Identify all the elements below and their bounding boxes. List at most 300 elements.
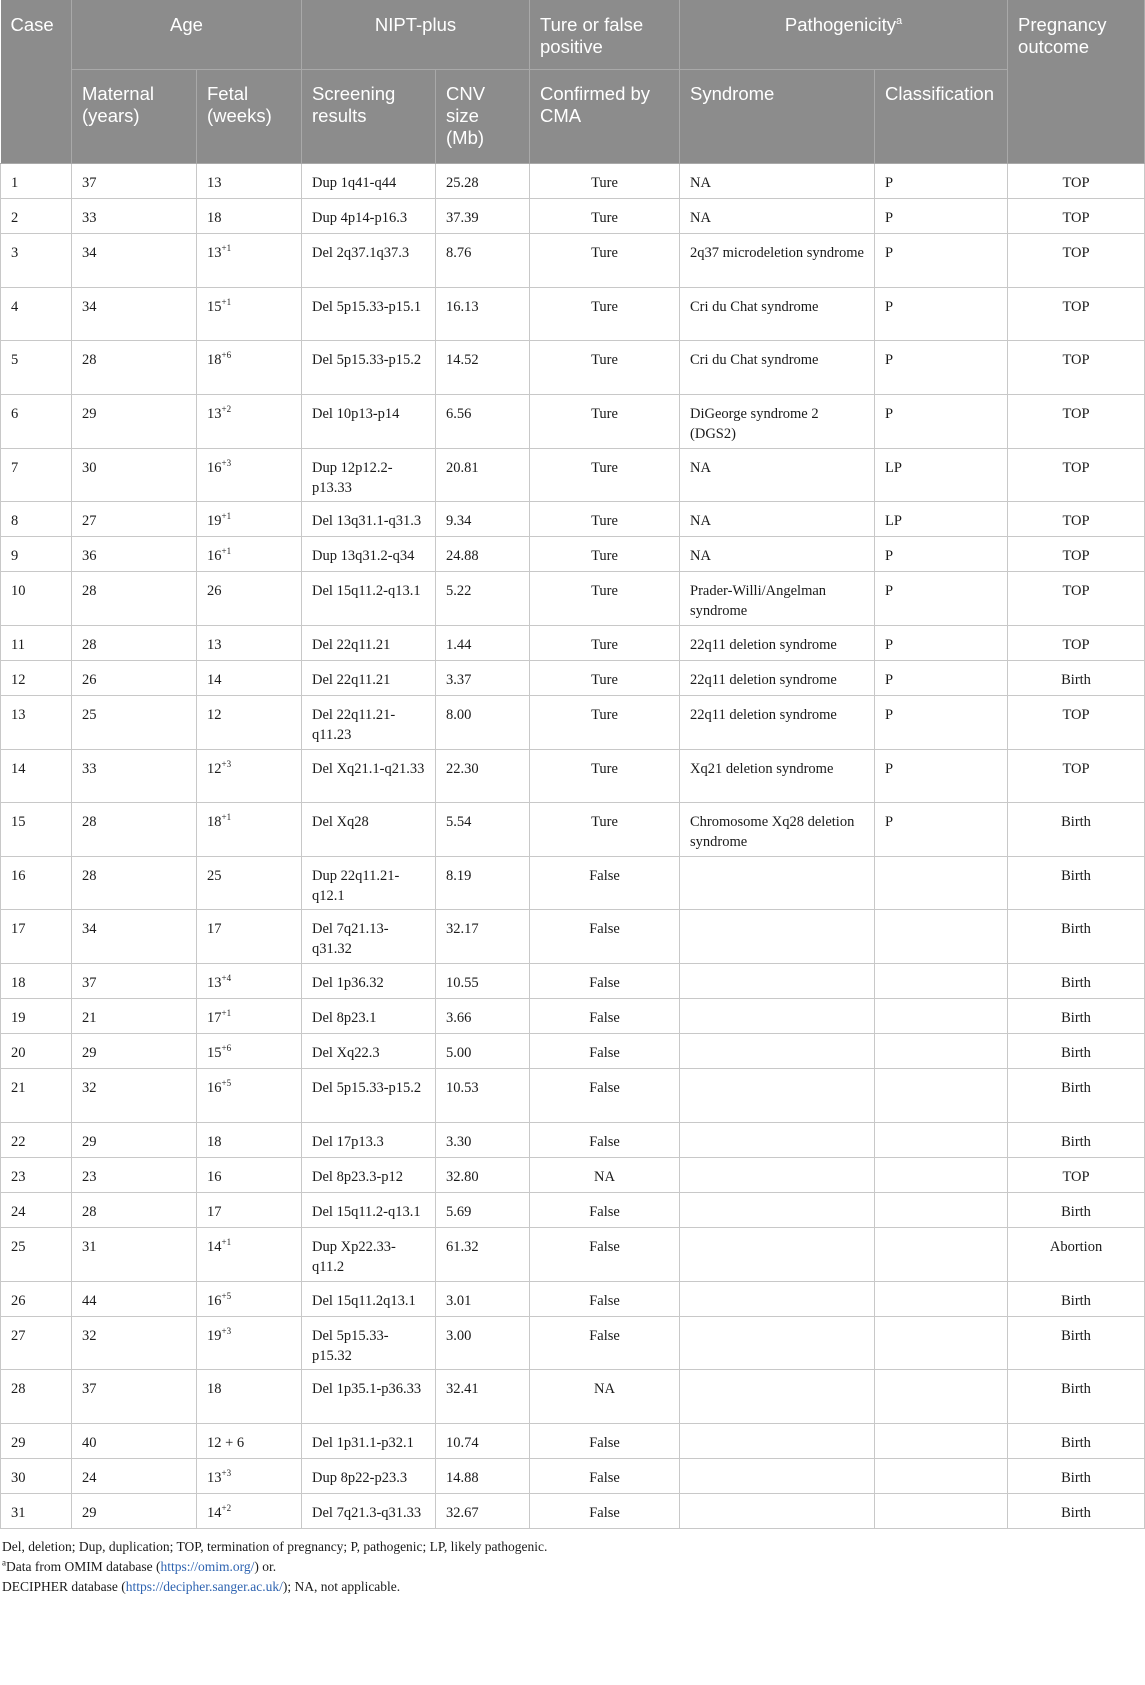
cell-classification xyxy=(875,999,1008,1034)
table-row xyxy=(1,1282,1145,1317)
cell-confirmed-value: False xyxy=(589,1134,620,1150)
table-row xyxy=(1,199,1145,234)
fetal-days-sup: +1 xyxy=(221,243,232,254)
cell-outcome-value: TOP xyxy=(1062,245,1090,261)
cell-screening-value: Dup 8p22-p23.3 xyxy=(312,1470,408,1486)
cell-maternal-value: 23 xyxy=(82,1169,97,1185)
cell-outcome xyxy=(1008,1317,1145,1370)
cell-screening-value: Del 22q11.21-q11.23 xyxy=(312,707,396,743)
cell-fetal xyxy=(197,857,302,910)
cell-cnv xyxy=(436,1228,530,1282)
cell-outcome xyxy=(1008,234,1145,288)
omim-link[interactable]: https://omim.org/ xyxy=(160,1559,255,1574)
cell-cnv-value: 3.30 xyxy=(446,1134,472,1150)
cell-syndrome xyxy=(680,288,875,341)
cell-maternal xyxy=(72,1193,197,1228)
cell-cnv xyxy=(436,234,530,288)
cell-cnv xyxy=(436,1034,530,1069)
cell-classification-value: LP xyxy=(885,513,902,529)
table-row xyxy=(1,1494,1145,1529)
cell-outcome-value: TOP xyxy=(1062,406,1090,422)
cell-screening xyxy=(302,1459,436,1494)
cell-cnv xyxy=(436,750,530,803)
cell-outcome-value: Birth xyxy=(1061,1010,1091,1026)
cell-classification-value: P xyxy=(885,352,894,368)
cell-classification xyxy=(875,1282,1008,1317)
cell-classification xyxy=(875,1424,1008,1459)
table-row xyxy=(1,857,1145,910)
cell-classification-value: P xyxy=(885,548,894,564)
cell-classification xyxy=(875,199,1008,234)
cell-classification xyxy=(875,1459,1008,1494)
table-row xyxy=(1,1370,1145,1424)
cell-confirmed-value: False xyxy=(589,1080,620,1096)
cell-confirmed-value: Ture xyxy=(591,352,618,368)
cell-maternal-value: 28 xyxy=(82,637,97,653)
cell-cnv xyxy=(436,1459,530,1494)
cell-screening xyxy=(302,1193,436,1228)
cell-fetal xyxy=(197,1158,302,1193)
cell-confirmed-value: False xyxy=(589,1435,620,1451)
cell-fetal xyxy=(197,1370,302,1424)
cell-fetal xyxy=(197,234,302,288)
cell-classification xyxy=(875,696,1008,750)
cell-case-value: 25 xyxy=(11,1239,26,1255)
cell-case-value: 10 xyxy=(11,583,26,599)
cell-classification xyxy=(875,1370,1008,1424)
cell-confirmed xyxy=(530,572,680,626)
cell-fetal-value: 14 xyxy=(207,672,222,688)
cell-cnv-value: 10.55 xyxy=(446,975,479,991)
cell-screening xyxy=(302,164,436,199)
cell-cnv-value: 32.67 xyxy=(446,1505,479,1521)
cell-fetal-value: 15 xyxy=(207,299,222,315)
cell-outcome xyxy=(1008,1123,1145,1158)
cell-screening xyxy=(302,910,436,964)
cell-classification xyxy=(875,1034,1008,1069)
cell-screening-value: Del 22q11.21 xyxy=(312,672,391,688)
cell-outcome xyxy=(1008,341,1145,395)
cell-outcome xyxy=(1008,910,1145,964)
cell-case-value: 26 xyxy=(11,1293,26,1309)
cell-outcome xyxy=(1008,288,1145,341)
cell-fetal-value: 18 xyxy=(207,352,222,368)
cell-screening xyxy=(302,1494,436,1529)
cell-fetal xyxy=(197,1193,302,1228)
cell-maternal xyxy=(72,1494,197,1529)
cell-case xyxy=(1,395,72,449)
cell-maternal-value: 29 xyxy=(82,406,97,422)
cell-outcome-value: TOP xyxy=(1062,707,1090,723)
fetal-days-sup: +5 xyxy=(221,1078,232,1089)
cell-case xyxy=(1,803,72,857)
cell-case-value: 19 xyxy=(11,1010,26,1026)
cell-confirmed-value: Ture xyxy=(591,460,618,476)
cell-case xyxy=(1,199,72,234)
cell-confirmed xyxy=(530,537,680,572)
cell-classification xyxy=(875,164,1008,199)
cell-maternal xyxy=(72,234,197,288)
cell-outcome-value: Abortion xyxy=(1049,1239,1103,1255)
header-outcome: Pregnancy outcome xyxy=(1008,0,1145,164)
cell-classification-value: P xyxy=(885,245,894,261)
cell-confirmed-value: Ture xyxy=(591,175,618,191)
cell-case-value: 6 xyxy=(11,406,19,422)
cell-syndrome-value: 22q11 deletion syndrome xyxy=(690,637,837,653)
cell-confirmed-value: Ture xyxy=(591,299,618,315)
cell-case-value: 17 xyxy=(11,921,26,937)
cell-outcome-value: Birth xyxy=(1061,672,1091,688)
cell-maternal-value: 24 xyxy=(82,1470,97,1486)
cell-case xyxy=(1,964,72,999)
cell-syndrome xyxy=(680,1459,875,1494)
cell-classification xyxy=(875,395,1008,449)
cell-maternal-value: 34 xyxy=(82,299,97,315)
cell-fetal xyxy=(197,288,302,341)
cell-confirmed xyxy=(530,1158,680,1193)
cell-confirmed-value: False xyxy=(589,1045,620,1061)
cell-syndrome xyxy=(680,449,875,502)
cell-case xyxy=(1,1370,72,1424)
cell-confirmed-value: False xyxy=(589,1010,620,1026)
cell-maternal-value: 21 xyxy=(82,1010,97,1026)
cell-fetal-value: 17 xyxy=(207,1010,222,1026)
cell-fetal xyxy=(197,1494,302,1529)
cell-maternal-value: 34 xyxy=(82,921,97,937)
table-row xyxy=(1,803,1145,857)
cell-outcome-value: Birth xyxy=(1061,975,1091,991)
cell-screening xyxy=(302,341,436,395)
cell-case xyxy=(1,910,72,964)
cell-screening-value: Del 1p36.32 xyxy=(312,975,384,991)
cell-maternal xyxy=(72,572,197,626)
cell-classification-value: P xyxy=(885,299,894,315)
cell-screening-value: Del 17p13.3 xyxy=(312,1134,384,1150)
cell-cnv xyxy=(436,910,530,964)
cell-syndrome xyxy=(680,234,875,288)
cell-outcome xyxy=(1008,1424,1145,1459)
decipher-link[interactable]: https://decipher.sanger.ac.uk/ xyxy=(125,1579,283,1594)
cell-screening xyxy=(302,696,436,750)
cell-screening-value: Del 5p15.33-p15.2 xyxy=(312,352,422,368)
cell-case-value: 7 xyxy=(11,460,19,476)
cell-cnv xyxy=(436,1069,530,1123)
cell-outcome xyxy=(1008,164,1145,199)
cell-case-value: 8 xyxy=(11,513,19,529)
cell-fetal xyxy=(197,341,302,395)
cell-maternal-value: 28 xyxy=(82,583,97,599)
footnote-abbreviations: Del, deletion; Dup, duplication; TOP, termination of pregnancy; P, pathogenic; LP, likely pathogenic. xyxy=(2,1539,548,1554)
cell-maternal-value: 33 xyxy=(82,761,97,777)
cell-fetal xyxy=(197,696,302,750)
cell-maternal-value: 28 xyxy=(82,868,97,884)
cell-outcome xyxy=(1008,1069,1145,1123)
cell-case xyxy=(1,661,72,696)
cell-case xyxy=(1,1228,72,1282)
cell-classification xyxy=(875,1193,1008,1228)
cell-maternal-value: 44 xyxy=(82,1293,97,1309)
cell-syndrome xyxy=(680,1370,875,1424)
cell-syndrome-value: Xq21 deletion syndrome xyxy=(690,761,834,777)
table-row xyxy=(1,1158,1145,1193)
cell-screening xyxy=(302,857,436,910)
cell-confirmed-value: Ture xyxy=(591,406,618,422)
cell-outcome-value: Birth xyxy=(1061,1080,1091,1096)
cell-case xyxy=(1,1424,72,1459)
table-row xyxy=(1,537,1145,572)
cell-outcome-value: Birth xyxy=(1061,1134,1091,1150)
cell-cnv xyxy=(436,1282,530,1317)
cell-confirmed xyxy=(530,1317,680,1370)
cell-syndrome xyxy=(680,1424,875,1459)
cell-screening xyxy=(302,999,436,1034)
cell-outcome-value: Birth xyxy=(1061,814,1091,830)
cell-case xyxy=(1,696,72,750)
header-pathogenicity-label: Pathogenicity xyxy=(784,14,896,35)
cell-maternal-value: 32 xyxy=(82,1328,97,1344)
cell-maternal xyxy=(72,449,197,502)
cell-case-value: 22 xyxy=(11,1134,26,1150)
cell-classification xyxy=(875,1069,1008,1123)
cell-maternal-value: 28 xyxy=(82,814,97,830)
cell-fetal xyxy=(197,199,302,234)
cell-classification-value: P xyxy=(885,583,894,599)
header-pathogenicity xyxy=(680,0,1008,70)
cell-syndrome xyxy=(680,199,875,234)
cell-fetal-value: 13 xyxy=(207,975,222,991)
cell-screening-value: Dup Xp22.33-q11.2 xyxy=(312,1239,396,1275)
cell-confirmed-value: False xyxy=(589,1293,620,1309)
cell-fetal xyxy=(197,502,302,537)
footnote-a-mark: a xyxy=(2,1557,6,1568)
cell-fetal-value: 16 xyxy=(207,548,222,564)
cell-screening-value: Del 15q11.2q13.1 xyxy=(312,1293,416,1309)
cell-classification xyxy=(875,661,1008,696)
cell-confirmed xyxy=(530,341,680,395)
cell-cnv xyxy=(436,803,530,857)
header-syndrome: Syndrome xyxy=(680,70,875,164)
cell-outcome-value: Birth xyxy=(1061,1381,1091,1397)
table-row xyxy=(1,910,1145,964)
footnote-decipher xyxy=(2,1577,1145,1597)
cell-cnv-value: 32.17 xyxy=(446,921,479,937)
cell-cnv xyxy=(436,164,530,199)
cell-case-value: 29 xyxy=(11,1435,26,1451)
cell-confirmed-value: Ture xyxy=(591,707,618,723)
cell-maternal-value: 30 xyxy=(82,460,97,476)
cell-classification-value: P xyxy=(885,406,894,422)
cell-confirmed xyxy=(530,1424,680,1459)
cell-classification xyxy=(875,537,1008,572)
cell-screening-value: Del 15q11.2-q13.1 xyxy=(312,1204,421,1220)
cell-maternal xyxy=(72,910,197,964)
cell-confirmed-value: False xyxy=(589,1470,620,1486)
cell-cnv xyxy=(436,857,530,910)
table-row xyxy=(1,1123,1145,1158)
cell-classification xyxy=(875,803,1008,857)
cell-syndrome-value: NA xyxy=(690,548,711,564)
cell-syndrome xyxy=(680,750,875,803)
fetal-days-sup: +1 xyxy=(221,297,232,308)
cell-screening-value: Dup 4p14-p16.3 xyxy=(312,210,408,226)
cell-cnv-value: 20.81 xyxy=(446,460,479,476)
cell-cnv-value: 3.66 xyxy=(446,1010,472,1026)
cell-outcome-value: TOP xyxy=(1062,175,1090,191)
cell-outcome xyxy=(1008,1282,1145,1317)
cell-syndrome xyxy=(680,572,875,626)
cell-fetal xyxy=(197,964,302,999)
cell-confirmed-value: NA xyxy=(594,1169,615,1185)
header-screening: Screening results xyxy=(302,70,436,164)
cell-outcome xyxy=(1008,537,1145,572)
cell-classification-value: P xyxy=(885,814,894,830)
cell-case-value: 4 xyxy=(11,299,19,315)
cell-screening xyxy=(302,395,436,449)
footnote-a xyxy=(2,1557,1145,1577)
cell-syndrome-value: 22q11 deletion syndrome xyxy=(690,707,837,723)
cell-fetal xyxy=(197,572,302,626)
cell-confirmed xyxy=(530,234,680,288)
cell-screening-value: Del 2q37.1q37.3 xyxy=(312,245,410,261)
cell-case xyxy=(1,341,72,395)
cell-fetal-value: 16 xyxy=(207,1080,222,1096)
cell-cnv-value: 16.13 xyxy=(446,299,479,315)
fetal-days-sup: +6 xyxy=(221,350,232,361)
cell-syndrome xyxy=(680,502,875,537)
cell-classification xyxy=(875,750,1008,803)
cell-syndrome-value: DiGeorge syndrome 2 (DGS2) xyxy=(690,406,819,442)
table-row xyxy=(1,1424,1145,1459)
cell-cnv xyxy=(436,696,530,750)
cell-cnv-value: 3.01 xyxy=(446,1293,472,1309)
cell-cnv-value: 5.69 xyxy=(446,1204,472,1220)
cell-cnv-value: 3.37 xyxy=(446,672,472,688)
cell-confirmed xyxy=(530,1228,680,1282)
cell-fetal xyxy=(197,1034,302,1069)
cell-screening-value: Dup 1q41-q44 xyxy=(312,175,397,191)
cell-classification-value: P xyxy=(885,175,894,191)
cell-fetal-value: 13 xyxy=(207,406,222,422)
cell-maternal xyxy=(72,199,197,234)
cell-classification xyxy=(875,502,1008,537)
cell-maternal-value: 32 xyxy=(82,1080,97,1096)
cell-case xyxy=(1,1158,72,1193)
cell-syndrome-value: NA xyxy=(690,460,711,476)
cell-outcome-value: Birth xyxy=(1061,1328,1091,1344)
cell-outcome-value: Birth xyxy=(1061,1435,1091,1451)
cell-screening xyxy=(302,750,436,803)
cell-cnv-value: 6.56 xyxy=(446,406,472,422)
cell-screening xyxy=(302,803,436,857)
fetal-days-sup: +1 xyxy=(221,1008,232,1019)
cell-cnv-value: 8.19 xyxy=(446,868,472,884)
cell-cnv xyxy=(436,1424,530,1459)
cell-cnv xyxy=(436,502,530,537)
cell-case-value: 9 xyxy=(11,548,19,564)
header-fetal: Fetal (weeks) xyxy=(197,70,302,164)
cell-screening-value: Del 5p15.33-p15.1 xyxy=(312,299,422,315)
cell-classification xyxy=(875,341,1008,395)
cell-fetal-value: 13 xyxy=(207,1470,222,1486)
cell-screening-value: Del 10p13-p14 xyxy=(312,406,400,422)
cell-confirmed xyxy=(530,1282,680,1317)
cell-case xyxy=(1,1069,72,1123)
cell-screening xyxy=(302,1069,436,1123)
cell-classification-value: P xyxy=(885,210,894,226)
cell-cnv-value: 8.76 xyxy=(446,245,472,261)
cell-maternal-value: 37 xyxy=(82,175,97,191)
header-nipt: NIPT-plus xyxy=(302,0,530,70)
cell-syndrome xyxy=(680,696,875,750)
cell-cnv xyxy=(436,341,530,395)
cell-maternal xyxy=(72,1158,197,1193)
cell-confirmed-value: NA xyxy=(594,1381,615,1397)
cell-classification xyxy=(875,964,1008,999)
cell-maternal xyxy=(72,999,197,1034)
cell-confirmed-value: False xyxy=(589,921,620,937)
cell-outcome-value: Birth xyxy=(1061,921,1091,937)
cell-syndrome xyxy=(680,537,875,572)
cell-case-value: 11 xyxy=(11,637,25,653)
cell-fetal xyxy=(197,1282,302,1317)
cell-confirmed xyxy=(530,395,680,449)
cell-syndrome xyxy=(680,1123,875,1158)
cell-syndrome xyxy=(680,1034,875,1069)
cell-confirmed-value: Ture xyxy=(591,814,618,830)
cell-confirmed xyxy=(530,857,680,910)
cell-case xyxy=(1,1282,72,1317)
cell-maternal-value: 28 xyxy=(82,1204,97,1220)
cell-case xyxy=(1,1123,72,1158)
cell-cnv-value: 14.88 xyxy=(446,1470,479,1486)
cell-outcome xyxy=(1008,1459,1145,1494)
cell-cnv xyxy=(436,1317,530,1370)
cell-confirmed xyxy=(530,696,680,750)
table-row xyxy=(1,395,1145,449)
cell-fetal xyxy=(197,1317,302,1370)
cell-syndrome xyxy=(680,910,875,964)
cell-syndrome-value: NA xyxy=(690,210,711,226)
cell-screening-value: Del 15q11.2-q13.1 xyxy=(312,583,421,599)
cell-case-value: 28 xyxy=(11,1381,26,1397)
cell-screening xyxy=(302,1034,436,1069)
cell-case-value: 21 xyxy=(11,1080,26,1096)
cell-maternal xyxy=(72,964,197,999)
cell-cnv-value: 10.74 xyxy=(446,1435,479,1451)
cell-maternal xyxy=(72,1123,197,1158)
cell-outcome-value: TOP xyxy=(1062,548,1090,564)
cell-fetal-value: 16 xyxy=(207,1169,222,1185)
cell-screening xyxy=(302,234,436,288)
cell-cnv-value: 14.52 xyxy=(446,352,479,368)
table-row xyxy=(1,999,1145,1034)
cell-cnv-value: 61.32 xyxy=(446,1239,479,1255)
cell-case xyxy=(1,626,72,661)
cell-screening xyxy=(302,1370,436,1424)
cell-confirmed xyxy=(530,1370,680,1424)
cell-fetal xyxy=(197,1228,302,1282)
cell-confirmed-value: Ture xyxy=(591,513,618,529)
cell-cnv xyxy=(436,964,530,999)
cell-screening-value: Del 7q21.3-q31.33 xyxy=(312,1505,422,1521)
cell-maternal xyxy=(72,164,197,199)
cell-screening xyxy=(302,1317,436,1370)
cell-confirmed-value: Ture xyxy=(591,548,618,564)
cell-screening xyxy=(302,964,436,999)
cell-cnv-value: 9.34 xyxy=(446,513,472,529)
cell-maternal xyxy=(72,661,197,696)
cell-maternal xyxy=(72,1317,197,1370)
